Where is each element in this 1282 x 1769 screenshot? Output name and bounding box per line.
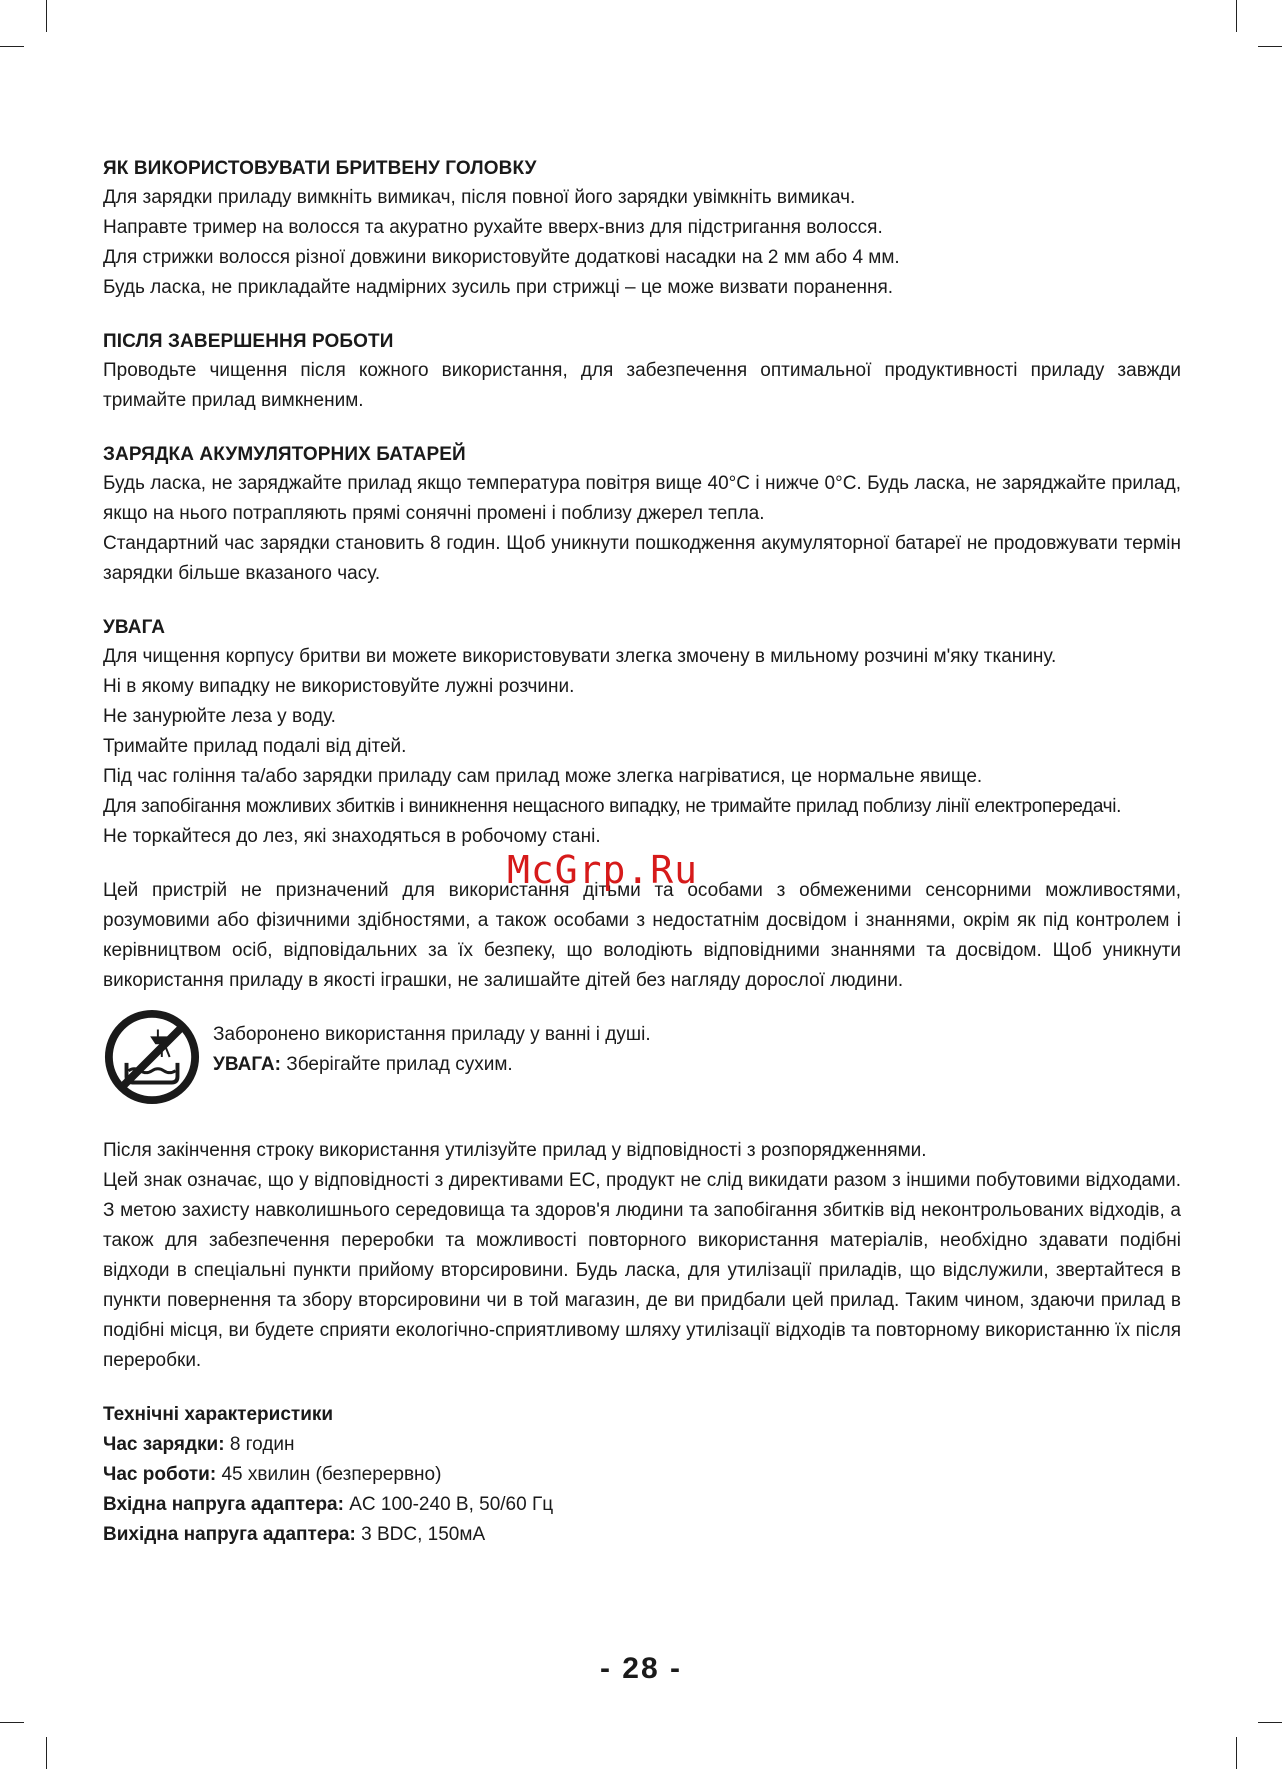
bath-warning-text <box>213 1020 651 1080</box>
page-number: - 28 - <box>599 1652 683 1685</box>
attention-label: УВАГА: <box>213 1054 281 1075</box>
spec-item <box>103 1520 1181 1550</box>
spec-value: 3 BDC, 150мА <box>361 1524 486 1545</box>
paragraph-line: Будь ласка, не прикладайте надмірних зусиль при стрижці – це може визвати поранення. <box>103 277 894 298</box>
crop-mark <box>1236 1737 1237 1769</box>
paragraph-line: Для зарядки приладу вимкніть вимикач, після повної його зарядки увімкніть вимикач. <box>103 187 856 208</box>
section-shaver-head <box>103 154 1181 303</box>
spec-value: 45 хвилин (безперервно) <box>221 1464 442 1485</box>
section-heading: ЯК ВИКОРИСТОВУВАТИ БРИТВЕНУ ГОЛОВКУ <box>103 158 537 179</box>
paragraph: Цей знак означає, що у відповідності з директивами ЕС, продукт не слід викидати разом з іншими побутовими відходами. З метою захисту навколишнього середовища та здоров'я людини та запобігання збитків від неконтрольованих відходів, а також для забезпечення переробки та можливості повторного використання матеріалів, необхідно здавати подібні відходи в спеціальні пункти прийому вторсировини. Будь ласка, для утилізації приладів, що відслужили, звертайтеся в пункти повернення та збору вторсировини чи в той магазин, де ви придбали цей прилад. Таким чином, здаючи прилад в подібні місця, ви будете сприяти екологічно-сприятливому шляху утилізації відходів та повторному використанню їх після переробки. <box>103 1170 1181 1371</box>
paragraph: Проводьте чищення після кожного використання, для забезпечення оптимальної продуктивності приладу завжди тримайте прилад вимкненим. <box>103 360 1181 411</box>
section-children <box>103 876 1181 996</box>
crop-mark <box>1236 0 1237 32</box>
paragraph-line: Тримайте прилад подалі від дітей. <box>103 736 407 757</box>
section-heading: УВАГА <box>103 617 166 638</box>
spec-item <box>103 1490 1181 1520</box>
spec-label: Вихідна напруга адаптера: <box>103 1524 356 1545</box>
spec-label: Час зарядки: <box>103 1434 225 1455</box>
section-after-work <box>103 327 1181 416</box>
section-specs <box>103 1400 1181 1550</box>
bath-warning <box>103 1020 1181 1106</box>
bath-warning-line: Заборонено використання приладу у ванні і душі. <box>213 1024 651 1045</box>
paragraph: Стандартний час зарядки становить 8 годин. Щоб уникнути пошкодження акумуляторної батареї не продовжувати термін зарядки більше вказаного часу. <box>103 533 1181 584</box>
section-heading: ЗАРЯДКА АКУМУЛЯТОРНИХ БАТАРЕЙ <box>103 444 466 465</box>
crop-mark <box>1258 1722 1282 1723</box>
spec-label: Час роботи: <box>103 1464 217 1485</box>
paragraph-line: Для стрижки волосся різної довжини використовуйте додаткові насадки на 2 мм або 4 мм. <box>103 247 900 268</box>
section-attention <box>103 613 1181 852</box>
paragraph-line: Під час гоління та/або зарядки приладу сам прилад може злегка нагріватися, це нормальне явище. <box>103 766 983 787</box>
paragraph: Будь ласка, не заряджайте прилад якщо температура повітря вище 40°C і нижче 0°C. Будь ласка, не заряджайте прилад, якщо на нього потрапляють прямі сонячні промені і поблизу джерел тепла. <box>103 473 1181 524</box>
paragraph-line: Для запобігання можливих збитків і виникнення нещасного випадку, не тримайте прилад поблизу лінії електропередачі. <box>103 796 1122 817</box>
crop-mark <box>46 0 47 32</box>
spec-label: Вхідна напруга адаптера: <box>103 1494 344 1515</box>
paragraph-line: Направте тример на волосся та акуратно рухайте вверх-вниз для підстригання волосся. <box>103 217 883 238</box>
section-charging <box>103 440 1181 589</box>
paragraph-line: Ні в якому випадку не використовуйте лужні розчини. <box>103 676 575 697</box>
spec-value: AC 100-240 В, 50/60 Гц <box>349 1494 554 1515</box>
crop-mark <box>46 1737 47 1769</box>
spec-value: 8 годин <box>229 1434 295 1455</box>
crop-mark <box>0 46 24 47</box>
paragraph-line: Для чищення корпусу бритви ви можете використовувати злегка змочену в мильному розчині м'яку тканину. <box>103 646 1057 667</box>
paragraph-line: Не занурюйте леза у воду. <box>103 706 336 727</box>
no-bath-shower-icon <box>103 1008 201 1106</box>
spec-item <box>103 1460 1181 1490</box>
specs-heading: Технічні характеристики <box>103 1404 334 1425</box>
spec-item <box>103 1430 1181 1460</box>
section-disposal <box>103 1136 1181 1376</box>
crop-mark <box>1258 46 1282 47</box>
crop-mark <box>0 1722 24 1723</box>
paragraph-line: Не торкайтеся до лез, які знаходяться в робочому стані. <box>103 826 601 847</box>
section-heading: ПІСЛЯ ЗАВЕРШЕННЯ РОБОТИ <box>103 331 394 352</box>
attention-text: Зберігайте прилад сухим. <box>286 1054 513 1075</box>
paragraph: Після закінчення строку використання утилізуйте прилад у відповідності з розпорядженнями. <box>103 1140 927 1161</box>
bath-warning-line <box>213 1050 651 1080</box>
paragraph: Цей пристрій не призначений для використання дітьми та особами з обмеженими сенсорними можливостями, розумовими або фізичними здібностями, а також особами з недостатнім досвідом і знаннями, окрім як під контролем і керівництвом осіб, відповідальних за їх безпеку, що володіють відповідними знаннями та досвідом. Щоб уникнути використання приладу в якості іграшки, не залишайте дітей без нагляду дорослої людини. <box>103 880 1181 991</box>
watermark: McGrp.Ru <box>507 848 699 892</box>
